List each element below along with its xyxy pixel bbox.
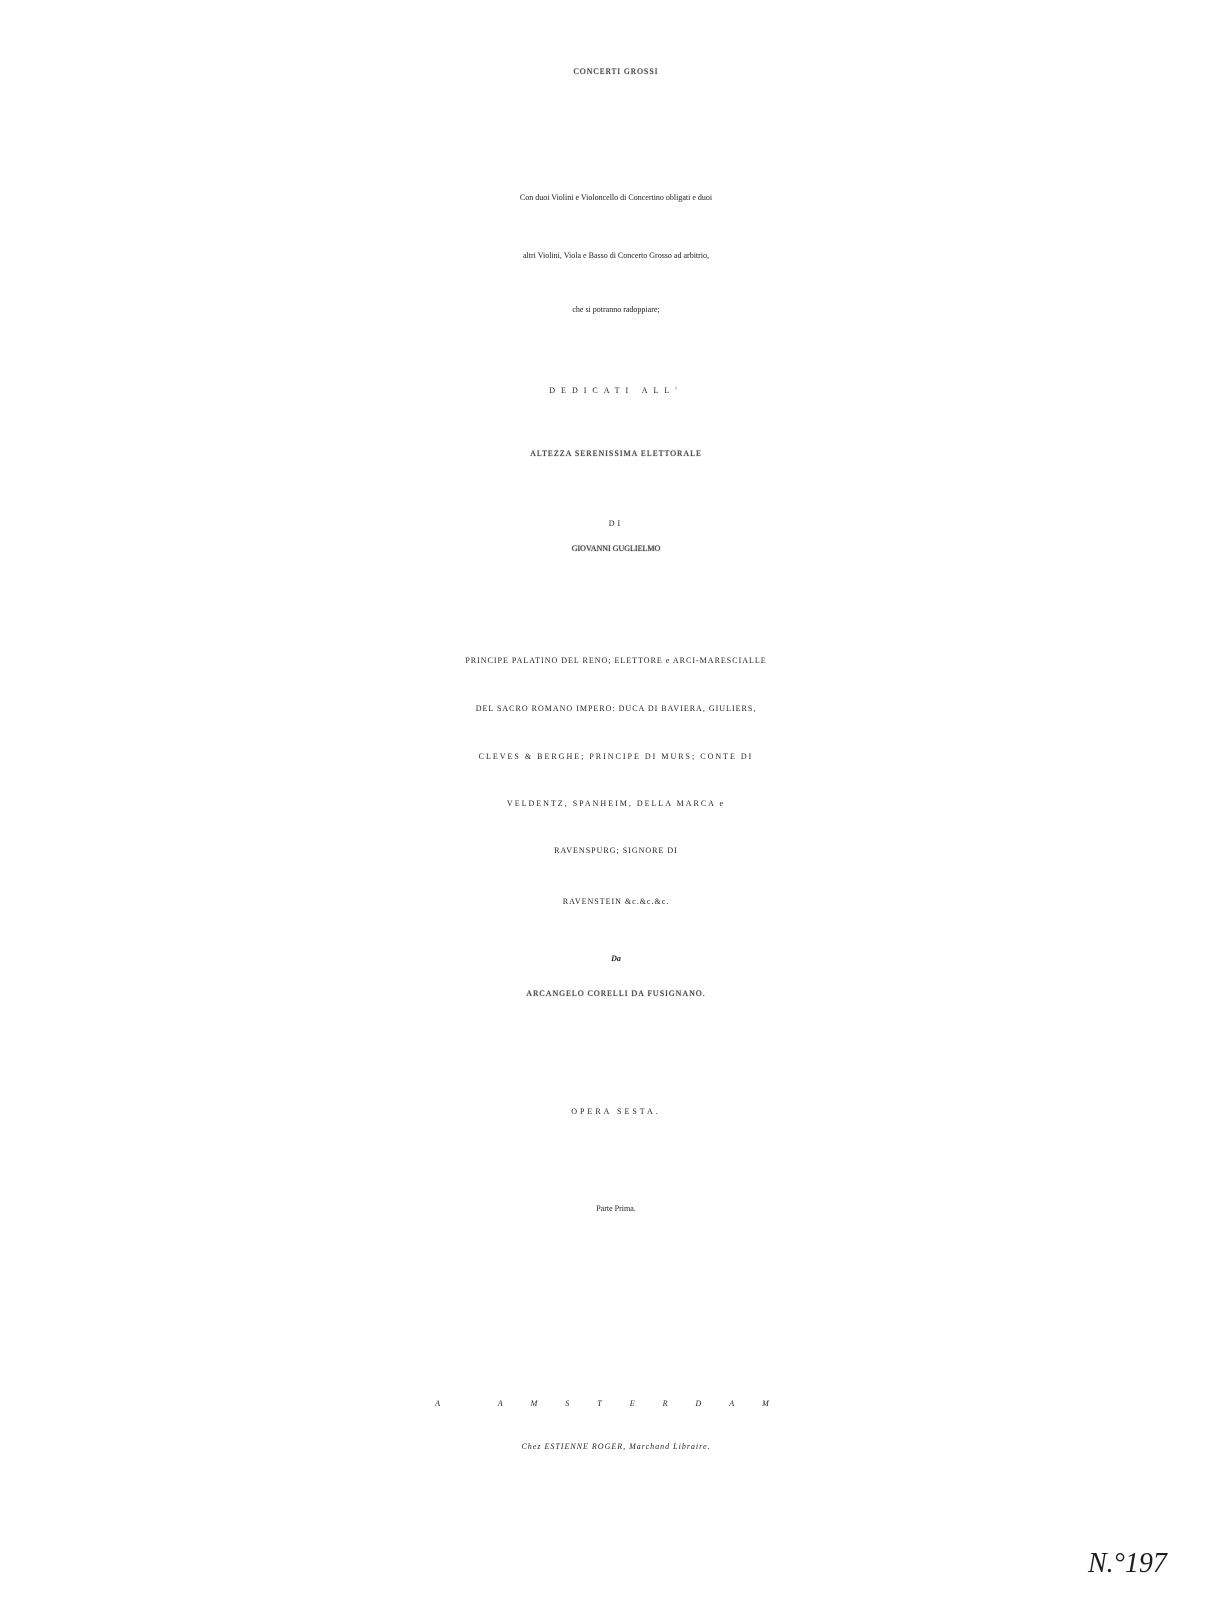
plate-number: N.°197 [1088,1548,1167,1579]
dedication-title: ALTEZZA SERENISSIMA ELETTORALE [530,449,702,458]
dedicatee-titles-line-3: CLEVES & BERGHE; PRINCIPE DI MURS; CONTE DI [478,752,754,761]
dedication-intro: DEDICATI ALL' [549,386,683,395]
dedicatee-titles-line-6: RAVENSTEIN &c.&c.&c. [562,897,670,906]
dedicatee-titles-line-1: PRINCIPE PALATINO DEL RENO; ELETTORE e ARCI-MARESCIALLE [465,656,767,665]
by-label: Da [611,954,621,963]
dedicatee-titles-line-2: DEL SACRO ROMANO IMPERO: DUCA DI BAVIERA, GIULIERS, [475,704,757,713]
subtitle-line-1: Con duoi Violini e Violoncello di Concertino obligati e duoi [519,193,713,202]
dedicatee-titles-line-5: RAVENSPURG; SIGNORE DI [554,846,678,855]
publisher-imprint: Chez ESTIENNE ROGER, Marchand Libraire. [521,1442,711,1451]
composer-name: ARCANGELO CORELLI DA FUSIGNANO. [526,989,706,998]
dedicatee-titles-line-4: VELDENTZ, SPANHEIM, DELLA MARCA e [506,799,726,808]
part-label: Parte Prima. [596,1204,636,1213]
dedication-di: DI [608,519,624,528]
dedicatee-name: GIOVANNI GUGLIELMO [571,544,661,553]
work-title: CONCERTI GROSSI [573,67,659,76]
opus-label: OPERA SESTA. [571,1107,661,1116]
subtitle-line-3: che si potranno radoppiare; [572,305,660,314]
subtitle-line-2: altri Violini, Viola e Basso di Concerto Grosso ad arbitrio, [522,251,710,260]
publication-city: A AMSTERDAM [435,1399,797,1408]
